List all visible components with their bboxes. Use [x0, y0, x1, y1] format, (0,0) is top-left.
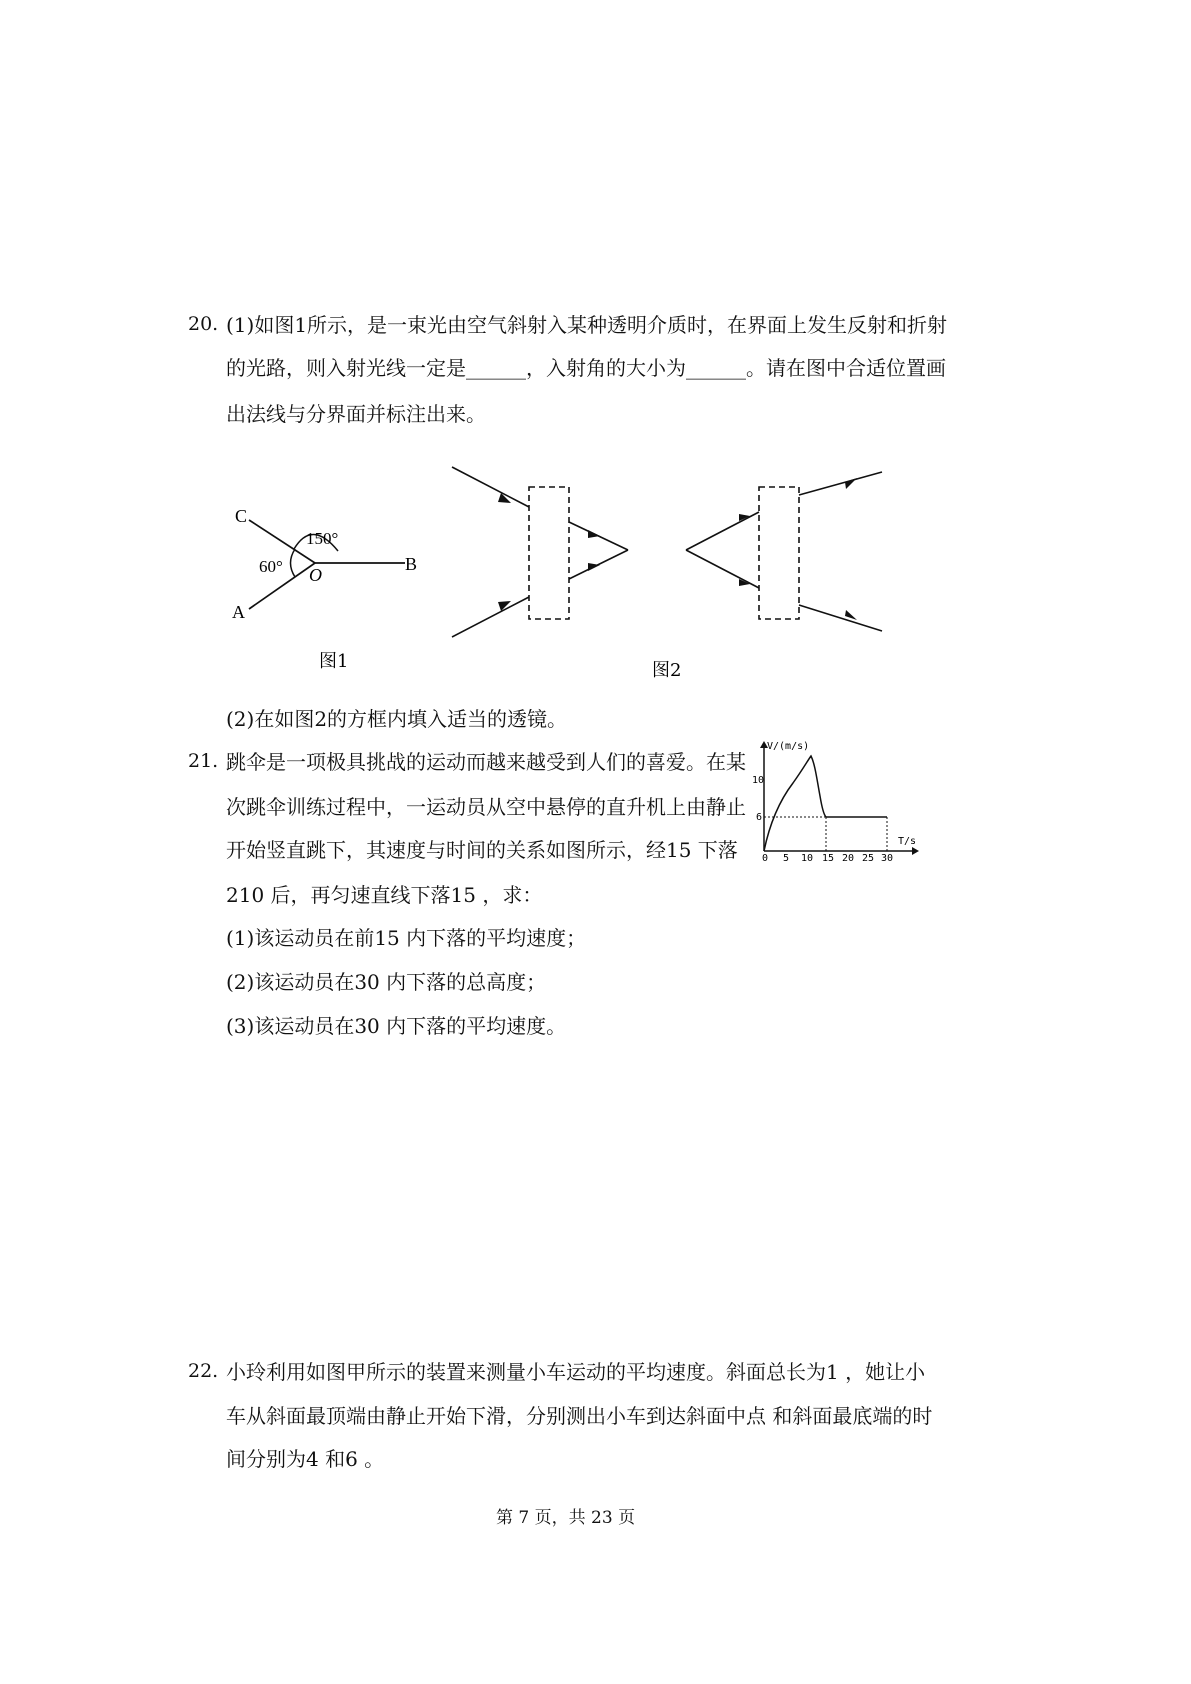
figure-2-right-outgoing-top-ray	[799, 472, 882, 495]
figure-2-left-incoming-top-ray	[452, 467, 529, 507]
question-21-number: 21.	[188, 750, 219, 772]
question-21-line-2: 次跳伞训练过程中，一运动员从空中悬停的直升机上由静止	[226, 795, 746, 819]
figure-2-right-arrow-top-out	[845, 478, 857, 489]
figure-2-right-incoming-top-ray	[686, 512, 759, 550]
question-20-line-3: 出法线与分界面并标注出来。	[226, 402, 486, 426]
question-20-part-2: (2)在如图2的方框内填入适当的透镜。	[226, 707, 568, 731]
graph-x-tick-15: 15	[822, 853, 835, 864]
graph-x-tick-0: 0	[762, 853, 769, 864]
question-21-subquestion-2: (2)该运动员在30 内下落的总高度；	[226, 970, 547, 994]
figure-2-caption: 图2	[652, 660, 682, 681]
question-21-subquestion-3: (3)该运动员在30 内下落的平均速度。	[226, 1014, 567, 1038]
figure-2-right-outgoing-bottom-ray	[799, 605, 882, 631]
graph-y-label: V/(m/s)	[767, 741, 810, 752]
graph-velocity-curve	[764, 756, 887, 851]
question-22-number: 22.	[188, 1360, 219, 1382]
figure-2-left-incoming-bottom-ray	[452, 597, 529, 637]
velocity-time-graph	[744, 740, 919, 865]
figure-2-right-incoming-bottom-ray	[686, 550, 759, 588]
question-21-line-1: 跳伞是一项极具挑战的运动而越来越受到人们的喜爱。在某	[226, 750, 746, 774]
graph-x-tick-20: 20	[842, 853, 855, 864]
figure-2-left-outgoing-bottom-ray	[569, 550, 628, 579]
figure-1-label-b: B	[405, 554, 418, 574]
question-20-number: 20.	[188, 313, 219, 335]
question-20-line-1: (1)如图1所示，是一束光由空气斜射入某种透明介质时，在界面上发生反射和折射	[226, 313, 948, 337]
figure-1-angle-60-arc	[291, 549, 296, 577]
graph-x-tick-25: 25	[862, 853, 875, 864]
figure-1-angle-60-label: 60°	[259, 557, 283, 576]
question-21-line-4: 210 后，再匀速直线下落15 ，求：	[226, 883, 543, 907]
figure-2-lens-diagram	[452, 462, 902, 692]
figure-1-angle-150-label: 150°	[306, 529, 339, 548]
figure-1-label-o: O	[309, 565, 322, 585]
graph-x-label: T/s	[898, 836, 917, 847]
question-22-line-1: 小玲利用如图甲所示的装置来测量小车运动的平均速度。斜面总长为1 ，她让小	[226, 1360, 926, 1384]
graph-y-tick-10: 10	[752, 775, 765, 786]
figure-2-right-arrow-bottom-out	[845, 610, 857, 620]
page-footer: 第 7 页，共 23 页	[496, 1508, 636, 1528]
graph-x-tick-5: 5	[783, 853, 790, 864]
figure-1-light-diagram	[215, 495, 435, 685]
figure-1-label-a: A	[232, 602, 245, 622]
figure-1-caption: 图1	[319, 651, 349, 672]
question-22-line-2: 车从斜面最顶端由静止开始下滑，分别测出小车到达斜面中点 和斜面最底端的时	[226, 1404, 933, 1428]
figure-2-right-lens-box	[759, 487, 799, 619]
question-20-line-2: 的光路，则入射光线一定是______，入射角的大小为______。请在图中合适位置画	[226, 356, 946, 380]
figure-2-left-lens-box	[529, 487, 569, 619]
graph-x-tick-30: 30	[881, 853, 894, 864]
graph-x-tick-10: 10	[801, 853, 814, 864]
figure-1-label-c: C	[235, 506, 248, 526]
graph-x-axis-arrow	[912, 847, 919, 855]
graph-y-tick-6: 6	[756, 812, 763, 823]
question-21-subquestion-1: (1)该运动员在前15 内下落的平均速度；	[226, 926, 587, 950]
question-21-line-3: 开始竖直跳下，其速度与时间的关系如图所示，经15 下落	[226, 838, 738, 862]
figure-2-left-arrow-top-out	[588, 530, 600, 538]
question-22-line-3: 间分别为4 和6 。	[226, 1447, 385, 1471]
